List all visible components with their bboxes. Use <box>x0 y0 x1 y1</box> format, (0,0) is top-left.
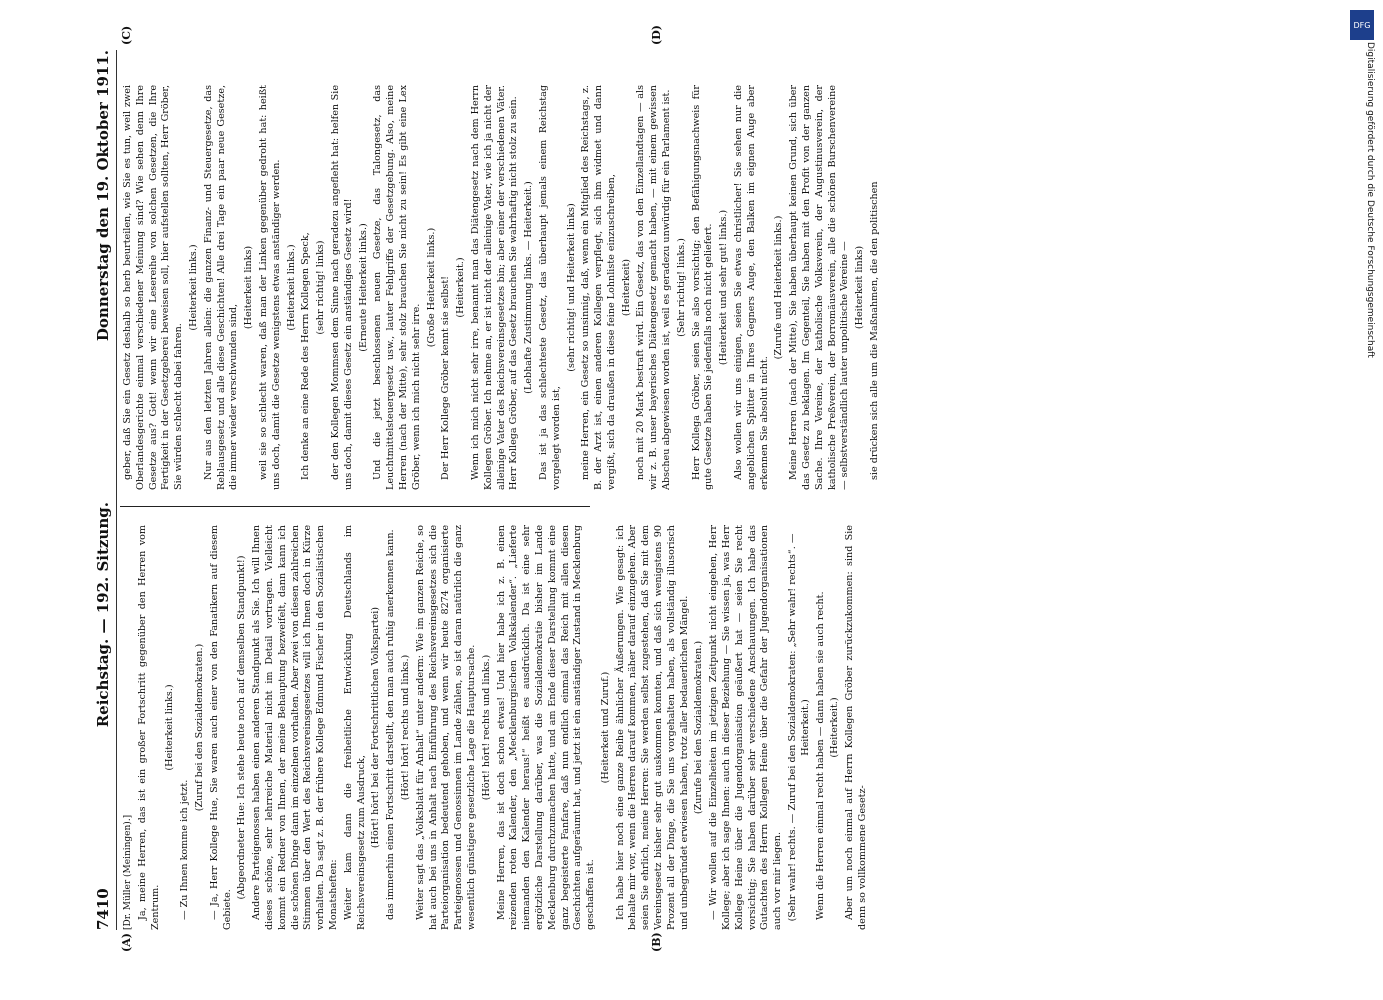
paragraph: Andere Parteigenossen haben einen anderen Standpunkt als Sie. Ich will Ihnen dieses schöne, sehr lehrreiche Material nicht im Detail vortragen. Vielleicht kommt ein Redner von Ihnen, der meine Behauptung bezweifelt, dann kann ich die schönen Dinge dann im einzelnen vorhalten. Aber zwei von diesen zahlreichen Stimmen über den Wert des Reichsvereinsgesetzes will ich Ihnen doch in Kürze vorhalten. Da sagt z. B. der frühere Kollege Edmund Fischer in den Sozialistischen Monatsheften: <box>251 525 339 930</box>
paragraph: (Sehr wahr! rechts. — Zuruf bei den Sozialdemokraten: „Sehr wahr! rechts“. — Heiterkeit.) <box>787 533 811 922</box>
paragraph: (Zurufe und Heiterkeit links.) <box>773 215 785 360</box>
paragraph: (Heiterkeit links.) <box>187 244 199 331</box>
paragraph: (Heiterkeit.) <box>829 697 841 758</box>
page-header <box>90 50 117 930</box>
right-text-column <box>122 85 884 490</box>
digitization-credit: Digitalisierung gefördert durch die Deutsche Forschungsgemeinschaft <box>1365 42 1375 358</box>
column-divider <box>120 506 590 507</box>
paragraph: noch mit 20 Mark bestraft wird. Ein Gesetz, das von den Einzellandtagen — als wir z. B. unser bayerisches Diätengesetz gemacht haben, — mit einem gewissen Abscheu abgewiesen worden ist, weil es geradezu unwürdig für ein Parlament ist. <box>635 85 673 490</box>
paragraph: Weiter kam dann die freiheitliche Entwicklung Deutschlands im Reichsvereinsgesetz zum Ausdruck, <box>342 525 367 930</box>
paragraph: (Heiterkeit und Zuruf.) <box>599 671 611 784</box>
paragraph: (Heiterkeit links) <box>243 245 255 330</box>
paragraph: Aber um noch einmal auf Herrn Kollegen Gröber zurückzukommen: sind Sie denn so vollkommene Gesetz- <box>844 525 869 930</box>
paragraph: Nur aus den letzten Jahren allein: die ganzen Finanz- und Steuergesetze, das Reblausgesetz und alle diese Geschichten! Alle drei Tage ein paar neue Gesetze, die immer wieder verschwunden sind, <box>202 85 240 490</box>
paragraph: meine Herren, ein Gesetz so unsinnig, daß, wenn ein Mitglied des Reichstags, z. B. der Arzt ist, einen anderen Kollegen verpflegt, sich ihm widmet und dann vergißt, sich da draußen in diese feine Lohnliste einzuschreiben, <box>580 85 617 490</box>
paragraph: (Hört! hört! rechts und links.) <box>480 654 492 801</box>
paragraph: (Heiterkeit) <box>620 258 632 317</box>
margin-mark-a: (A) <box>120 933 133 952</box>
paragraph: Wenn die Herren einmal recht haben — dann haben sie auch recht. <box>814 591 826 920</box>
header-session: Reichstag. — 192. Sitzung. <box>94 502 112 728</box>
paragraph: Also wollen wir uns einigen, seien Sie etwas christlicher! Sie sehen nur die angeblichen Splitter in Ihres Gegners Auge, den Balken im eignen Auge aber erkennen Sie absolut nicht. <box>733 85 770 490</box>
paragraph: (Erneute Heiterkeit links.) <box>357 223 369 352</box>
paragraph: (Abgeordneter Hue: Ich stehe heute noch auf demselben Standpunkt!) <box>236 555 248 900</box>
margin-mark-b: (B) <box>650 932 663 952</box>
paragraph: Weiter sagt das „Volksblatt für Anhalt“ unter anderm: Wie im ganzen Reiche, so hat auch bei uns in Anhalt nach Einführung des Reichsvereinsgesetzes sich die Parteiorganisation bedeutend gehoben, und wenn wir heute 8274 organisierte Parteigenossen und Genossinnen im Lande zählen, so ist daran natürlich die ganz wesentlich günstigere gesetzliche Lage die Hauptursache. <box>414 525 477 930</box>
paragraph: (Zurufe bei den Sozialdemokraten.) <box>693 640 705 815</box>
paragraph: Meine Herren, das ist doch schon etwas! Und hier habe ich z. B. einen reizenden roten Kalender, den „Mecklenburgischen Volkskalender“. „Lieferte niemanden den Kalender heraus!“ heißt es ausdrücklich. Da ist eine sehr ergötzliche Darstellung darüber, was die Sozialdemokratie bisher im Lande Mecklenburg durchzumachen hatte, und am Ende dieser Darstellung kommt eine ganz begeisterte Fanfare, daß nun endlich einmal das Reich mit allen diesen Geschichten aufgeräumt hat, und jetzt ist ein anständiger Zustand in Mecklenburg geschaffen ist. <box>495 525 597 930</box>
paragraph: — Zu Ihnen komme ich jetzt. <box>179 779 191 920</box>
paragraph: Ich habe hier noch eine ganze Reihe ähnlicher Äußerungen. Wie gesagt: ich behalte mir vor, wenn die Herren darauf kommen, näher darauf einzugehen. Aber seien Sie ehrlich, meine Herren: Sie werden selbst zugestehen, daß Sie mit dem Vereinsgesetz bisher sehr gut auskommen konnten, und daß sich wenigstens 90 Prozent all der Dinge, die Sie uns vorgehalten haben, als vollständig illusorisch und unbegründet erwiesen haben, trotz aller bedauerlichen Mängel. <box>614 525 690 930</box>
paragraph: geber, daß Sie ein Gesetz deshalb so herb beurteilen, wie Sie es tun, weil zwei Oberlandesgerichte einmal verschiedener Meinung sind? Wie sehen denn Ihre Gesetze aus? Gott! wenn wir eine Lesereihe von solchen Gesetzen, die Ihre Fertigkeit in der Gesetzgeberei beweisen soll, hier aufstellen sollten, Herr Gröber, Sie würden schlecht dabei fahren. <box>122 85 185 490</box>
paragraph: — Ja, Herr Kollege Hue, Sie waren auch einer von den Fanatikern auf diesem Gebiete. <box>208 525 233 930</box>
paragraph: — Wir wollen auf die Einzelheiten im jetzigen Zeitpunkt nicht eingehen, Herr Kollege; aber ich sage Ihnen: auch in dieser Beziehung — Sie wissen ja, was Herr Kollege Heine über die Jugendorganisation geäußert hat — seien Sie recht vorsichtig; Sie haben darüber sehr verschiedene Anschauungen. Ich habe das Gutachten des Herrn Kollegen Heine über die Gefahr der Jugendorganisationen auch vor mir liegen. <box>708 525 784 930</box>
paragraph: (Heiterkeit links.) <box>164 684 176 771</box>
paragraph: (Hört! hört! rechts und links.) <box>399 654 411 801</box>
paragraph: Das ist ja das schlechteste Gesetz, das überhaupt jemals einem Reichstag vorgelegt worden ist, <box>537 85 562 490</box>
paragraph: Meine Herren (nach der Mitte), Sie haben überhaupt keinen Grund, sich über das Gesetz zu beklagen. Im Gegenteil, Sie haben mit den Profit von der ganzen Sache. Ihre Vereine, der katholische Volksverein, der Augustinusverein, der katholische Preßverein, der Borromäusverein, alle die schönen Burschenvereine — selbstverständlich lauter unpolitische Vereine — <box>788 85 851 490</box>
paragraph: Ich denke an eine Rede des Herrn Kollegen Speck, <box>300 232 312 480</box>
paragraph: (Zuruf bei den Sozialdemokraten.) <box>193 643 205 812</box>
speaker-label: [Dr. Müller (Meiningen).] <box>123 814 133 930</box>
dfg-logo: DFG <box>1350 10 1374 40</box>
paragraph: sie drücken sich alle um die Maßnahmen, die den politischen <box>869 181 881 480</box>
paragraph: (Heiterkeit links) <box>854 245 866 330</box>
paragraph: Und die jetzt beschlossenen neuen Gesetze, das Talongesetz, das Leuchtmittelsteuergesetz usw., lauter Fehlgriffe der Gesetzgebung. Also, meine Herren (nach der Mitte), sehr stolz brauchen Sie nicht zu sein! Es gibt eine Lex Gröber, wenn ich mich nicht sehr irre. <box>372 85 422 490</box>
paragraph: Ja, meine Herren, das ist ein großer Fortschritt gegenüber den Herren vom Zentrum. <box>136 525 161 930</box>
paragraph: Herr Kollega Gröber, seien Sie also vorsichtig; den Befähigungsnachweis für gute Gesetze haben Sie jedenfalls noch nicht geliefert. <box>690 85 715 490</box>
page-number: 7410 <box>94 888 112 930</box>
paragraph: (Hört! hört! bei der Fortschrittlichen Volkspartei) <box>370 606 382 849</box>
paragraph: (Heiterkeit und sehr gut! links.) <box>718 209 730 366</box>
paragraph: Der Herr Kollege Gröber kennt sie selbst! <box>440 275 452 480</box>
paragraph: (Große Heiterkeit links.) <box>425 227 437 348</box>
paragraph: Wenn ich mich nicht sehr irre, benannt man das Diätengesetz nach dem Herrn Kollegen Gröber. Ich nehme an, er ist nicht der alleinige Vater, wie ich ja nicht der alleinige Vater des Reichsvereinsgesetzes bin; aber einer der verschiedenen Väter. Herr Kollega Gröber, auf das Gesetz brauchen Sie wahrhaftig nicht stolz zu sein. <box>469 85 520 490</box>
left-text-column <box>122 525 872 930</box>
paragraph: (Heiterkeit.) <box>455 257 467 318</box>
paragraph: weil sie so schlecht waren, daß man der Linken gegenüber gedroht hat: heißt uns doch, damit die Gesetze wenigstens etwas anständiger werden. <box>257 85 282 490</box>
margin-mark-d: (D) <box>650 25 663 45</box>
paragraph: (sehr richtig! links) <box>315 240 327 335</box>
paragraph: (Sehr richtig! links.) <box>675 238 687 337</box>
margin-mark-c: (C) <box>120 25 133 45</box>
paragraph: (Heiterkeit links.) <box>285 244 297 331</box>
paragraph: das immerhin einen Fortschritt darstellt, den man auch ruhig anerkennen kann. <box>385 529 397 920</box>
header-date: Donnerstag den 19. Oktober 1911. <box>94 50 112 342</box>
rotated-page-content <box>90 25 1330 952</box>
paragraph: der den Kollegen Mommsen dem Sinne nach geradezu angefleht hat: helfen Sie uns doch, damit dieses Gesetz ein anständiges Gesetz wird! <box>329 85 354 490</box>
paragraph: (Lebhafte Zustimmung links. — Heiterkeit.) <box>523 181 535 394</box>
paragraph: (sehr richtig! und Heiterkeit links) <box>565 203 577 372</box>
